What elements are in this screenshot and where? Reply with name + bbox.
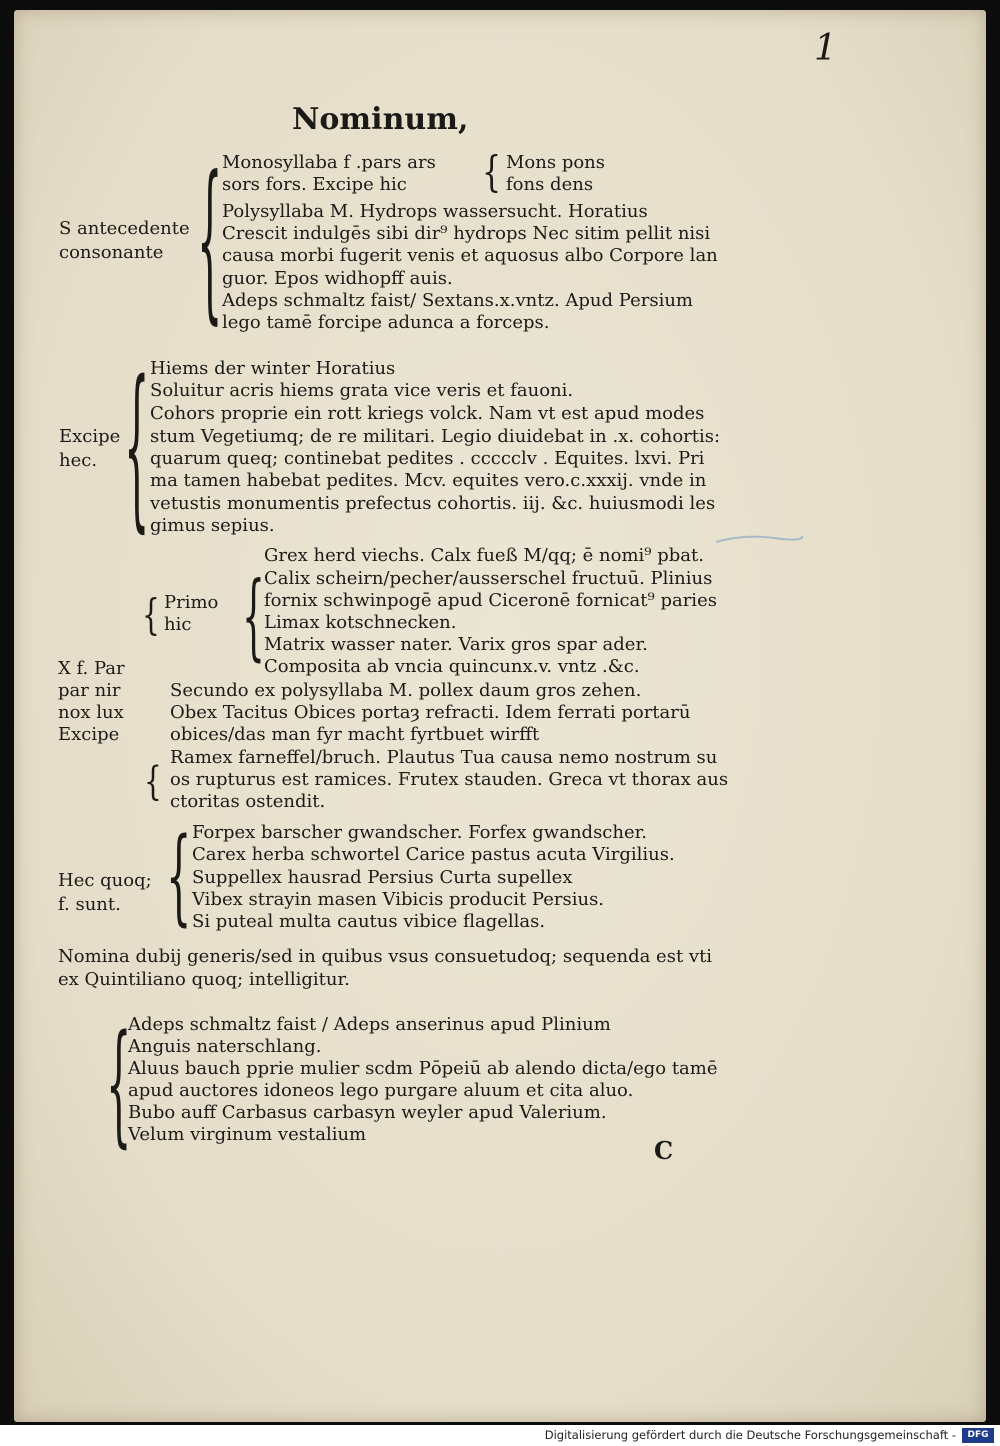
text-line: Suppellex hausrad Persius Curta supellex [192,867,573,888]
text-line: Cohors proprie ein rott kriegs volck. Nam vt est apud modes [150,403,705,424]
margin-note: consonante [59,242,164,263]
text-line: Secundo ex polysyllaba M. pollex daum gros zehen. [170,680,642,701]
curly-brace: { [482,148,502,197]
curly-brace: { [197,144,223,342]
text-line: Anguis naterschlang. [128,1036,322,1057]
dfg-logo: DFG [962,1428,994,1443]
curly-brace: { [242,565,265,672]
curly-brace: { [142,590,160,640]
catchword: C [654,1136,674,1165]
text-line: Matrix wasser nater. Varix gros spar ader. [264,634,648,655]
text-line: apud auctores idoneos lego purgare aluum et cita aluo. [128,1080,634,1101]
margin-note: par nir [58,680,121,701]
text-line: Monosyllaba f .pars ars [222,152,436,173]
text-line: Soluitur acris hiems grata vice veris et fauoni. [150,380,574,401]
text-line: Nomina dubij generis/sed in quibus vsus consuetudoq; sequenda est vti [58,946,713,967]
text-line: stum Vegetiumq; de re militari. Legio diuidebat in .x. cohortis: [150,426,721,447]
margin-note: Primo [164,592,219,613]
text-line: obices/das man fyr macht fyrtbuet wirfft [170,724,540,745]
margin-note: f. sunt. [58,894,121,915]
text-line: Polysyllaba M. Hydrops wassersucht. Horatius [222,201,648,222]
margin-note: Excipe [59,426,121,447]
margin-note: Hec quoq; [58,870,152,891]
text-line: Velum virginum vestalium [128,1124,367,1145]
page-title: Nominum, [292,102,469,137]
text-line: Aluus bauch pprie mulier scdm Pōpeiū ab alendo dicta/ego tamē [128,1058,718,1079]
text-line: ex Quintiliano quoq; intelligitur. [58,969,350,990]
text-line: vetustis monumentis prefectus cohortis. iij. &c. huiusmodi les [150,493,716,514]
book-page [14,10,986,1422]
curly-brace: { [106,1010,132,1162]
text-line: Grex herd viechs. Calx fueß M/qq; ē nomi⁹ pbat. [264,545,704,566]
folio-number: 1 [814,28,837,69]
margin-note: nox lux [58,702,124,723]
text-line: fons dens [506,174,594,195]
text-line: Mons pons [506,152,606,173]
text-line: Vibex strayin masen Vibicis producit Persius. [192,889,605,910]
text-line: Crescit indulgēs sibi dir⁹ hydrops Nec sitim pellit nisi [222,223,711,244]
curly-brace: { [124,348,150,551]
margin-note: Excipe [58,724,120,745]
text-line: Calix scheirn/pecher/ausserschel fructuū. Plinius [264,568,713,589]
text-line: ctoritas ostendit. [170,791,326,812]
text-line: ma tamen habebat pedites. Mcv. equites vero.c.xxxij. vnde in [150,470,707,491]
text-line: Adeps schmaltz faist/ Sextans.x.vntz. Apud Persium [222,290,693,311]
text-line: lego tamē forcipe adunca a forceps. [222,312,550,333]
margin-note: X f. Par [58,658,125,679]
margin-note: hic [164,614,192,635]
text-line: fornix schwinpogē apud Ciceronē fornicat⁹ paries [264,590,717,611]
text-line: Forpex barscher gwandscher. Forfex gwandscher. [192,822,647,843]
text-line: Limax kotschnecken. [264,612,457,633]
text-line: Adeps schmaltz faist / Adeps anserinus apud Plinium [128,1014,611,1035]
text-line: Ramex farneffel/bruch. Plautus Tua causa nemo nostrum su [170,747,718,768]
text-line: causa morbi fugerit venis et aquosus albo Corpore lan [222,245,718,266]
curly-brace: { [144,758,162,805]
text-line: Carex herba schwortel Carice pastus acuta Virgilius. [192,844,675,865]
text-line: os rupturus est ramices. Frutex stauden. Greca vt thorax aus [170,769,729,790]
text-line: Bubo auff Carbasus carbasyn weyler apud Valerium. [128,1102,607,1123]
text-line: Si puteal multa cautus vibice flagellas. [192,911,546,932]
text-line: Composita ab vncia quincunx.v. vntz .&c. [264,656,640,677]
curly-brace: { [166,818,192,938]
footer-credit: Digitalisierung gefördert durch die Deutsche Forschungsgemeinschaft - [544,1428,956,1442]
text-line: Obex Tacitus Obices portaȝ refracti. Idem ferrati portarū [170,702,691,723]
margin-note: hec. [59,450,98,471]
text-line: Hiems der winter Horatius [150,358,396,379]
text-line: gimus sepius. [150,515,275,536]
text-line: quarum queq; continebat pedites . ccccclv . Equites. lxvi. Pri [150,448,705,469]
text-line: guor. Epos widhopff auis. [222,268,453,289]
text-line: sors fors. Excipe hic [222,174,407,195]
margin-note: S antecedente [59,218,190,239]
ink-stain [714,530,804,550]
footer-bar [0,1425,1000,1446]
